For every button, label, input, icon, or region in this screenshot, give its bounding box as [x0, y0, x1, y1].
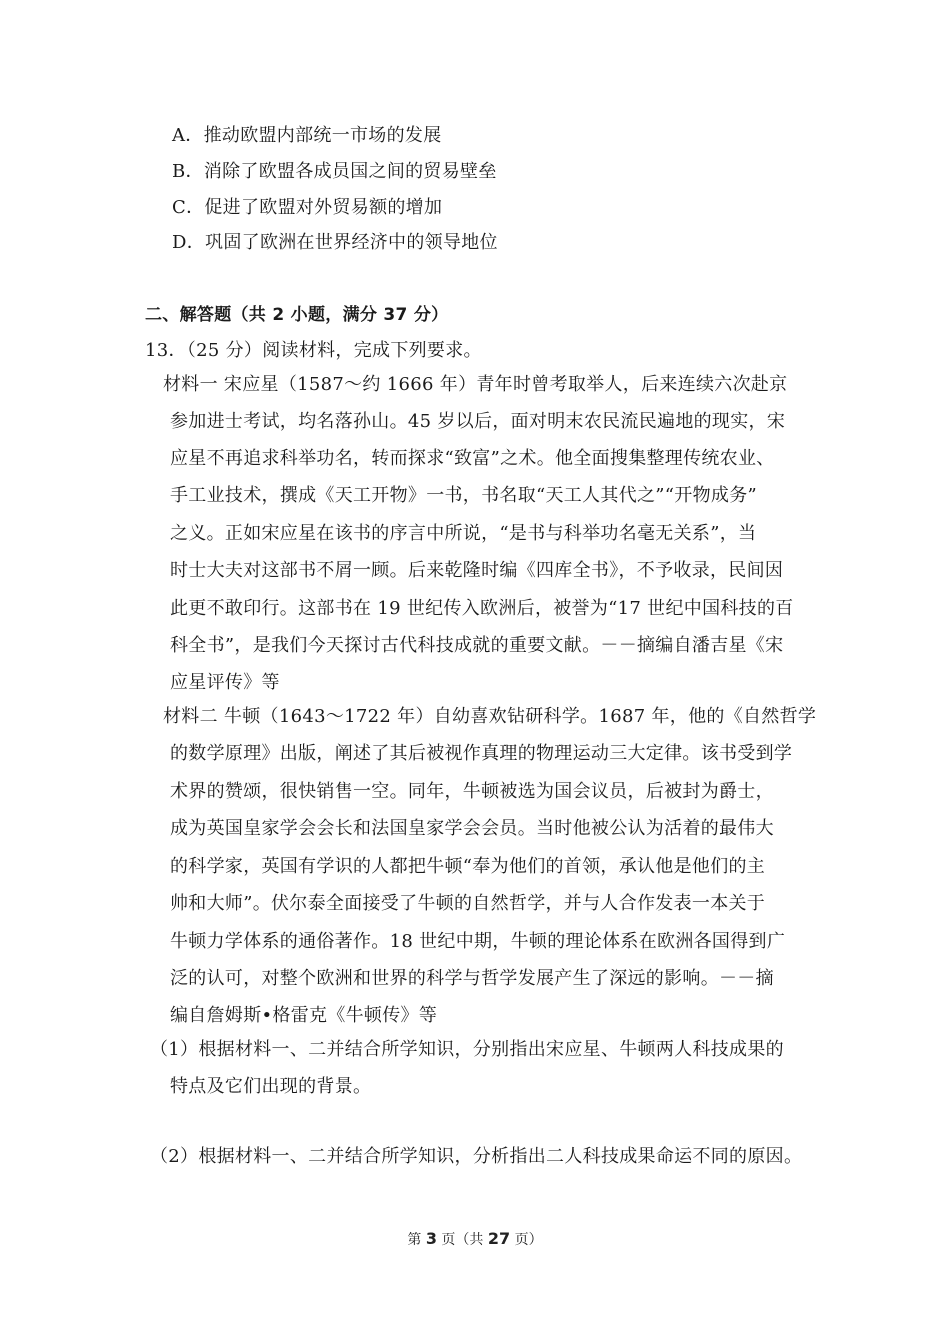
- page-number: 3: [425, 1229, 437, 1248]
- option-c: [172, 196, 442, 220]
- footer-mid: 页（共: [436, 1232, 488, 1248]
- option-letter: C．: [172, 197, 205, 218]
- option-letter: D．: [172, 232, 206, 253]
- footer-suffix: 页）: [510, 1232, 543, 1248]
- material-line: 之义。正如宋应星在该书的序言中所说，“是书与科举功名毫无关系”，当: [170, 523, 757, 544]
- page-footer: [0, 1229, 950, 1250]
- material-line: 泛的认可，对整个欧洲和世界的科学与哲学发展产生了深远的影响。－－摘: [170, 968, 774, 989]
- option-text: 推动欧盟内部统一市场的发展: [203, 125, 442, 146]
- option-d: [172, 231, 498, 255]
- sub-question-2: （2）根据材料一、二并结合所学知识，分析指出二人科技成果命运不同的原因。: [150, 1146, 803, 1167]
- material-line: 手工业技术，撰成《天工开物》一书，书名取“天工人其代之”“开物成务”: [170, 485, 758, 506]
- material-line: 时士大夫对这部书不屑一顾。后来乾隆时编《四库全书》，不予收录，民间因: [170, 560, 784, 581]
- question-stem: 13．（25 分）阅读材料，完成下列要求。: [145, 340, 482, 361]
- material-line: 帅和大师”。伏尔泰全面接受了牛顿的自然哲学，并与人合作发表一本关于: [170, 893, 766, 914]
- material-line: 此更不敢印行。这部书在 19 世纪传入欧洲后，被誉为“17 世纪中国科技的百: [170, 598, 794, 619]
- material-line: 的科学家，英国有学识的人都把牛顿“奉为他们的首领，承认他是他们的主: [170, 856, 766, 877]
- option-a: [172, 124, 442, 148]
- option-b: [172, 160, 497, 184]
- material-line: 牛顿力学体系的通俗著作。18 世纪中期，牛顿的理论体系在欧洲各国得到广: [170, 931, 786, 952]
- material-line: 应星不再追求科举功名，转而探求“致富”之术。他全面搜集整理传统农业、: [170, 448, 775, 469]
- sub-question-line: 特点及它们出现的背景。: [170, 1076, 372, 1097]
- material-line: 的数学原理》出版，阐述了其后被视作真理的物理运动三大定律。该书受到学: [170, 743, 793, 764]
- material-line: 成为英国皇家学会会长和法国皇家学会会员。当时他被公认为活着的最伟大: [170, 818, 774, 839]
- material-line: 编自詹姆斯•格雷克《牛顿传》等: [170, 1005, 438, 1026]
- total-pages: 27: [487, 1229, 511, 1248]
- option-text: 巩固了欧洲在世界经济中的领导地位: [205, 232, 498, 253]
- material-line: 应星评传》等: [170, 672, 280, 693]
- option-text: 消除了欧盟各成员国之间的贸易壁垒: [203, 161, 497, 182]
- option-letter: B．: [172, 161, 204, 182]
- footer-prefix: 第: [407, 1232, 426, 1248]
- sub-question-line: （1）根据材料一、二并结合所学知识，分别指出宋应星、牛顿两人科技成果的: [150, 1039, 784, 1060]
- option-text: 促进了欧盟对外贸易额的增加: [204, 197, 443, 218]
- material-line: 材料一 宋应星（1587～约 1666 年）青年时曾考取举人，后来连续六次赴京: [163, 374, 788, 395]
- material-line: 材料二 牛顿（1643～1722 年）自幼喜欢钻研科学。1687 年，他的《自然哲学: [163, 706, 817, 727]
- material-line: 科全书”，是我们今天探讨古代科技成就的重要文献。－－摘编自潘吉星《宋: [170, 635, 784, 656]
- option-letter: A．: [172, 125, 204, 146]
- material-line: 术界的赞颂，很快销售一空。同年，牛顿被选为国会议员，后被封为爵士，: [170, 781, 774, 802]
- material-line: 参加进士考试，均名落孙山。45 岁以后，面对明末农民流民遍地的现实，宋: [170, 411, 786, 432]
- section-heading: 二、解答题（共 2 小题，满分 37 分）: [145, 305, 449, 325]
